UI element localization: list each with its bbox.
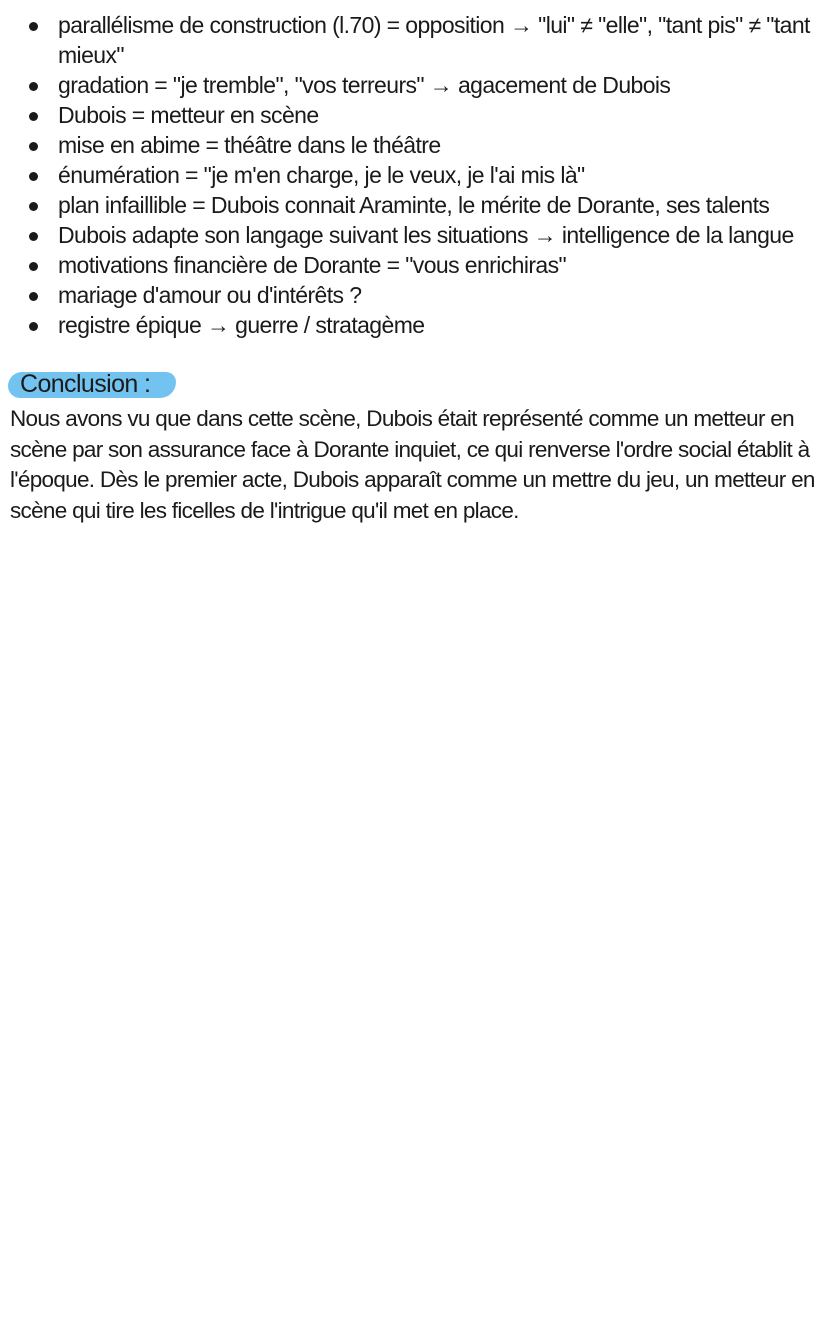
bullet-item: [0, 130, 820, 160]
bullet-dot-icon: [29, 322, 38, 331]
bullet-dot-icon: [29, 232, 38, 241]
bullet-text: Dubois adapte son langage suivant les situations → intelligence de la langue: [58, 222, 794, 248]
bullet-dot-icon: [29, 292, 38, 301]
conclusion-paragraph: Nous avons vu que dans cette scène, Dubois était représenté comme un metteur en scène par son assurance face à Dorante inquiet, ce qui renverse l'ordre social établit à l'époque. Dès le premier acte, Dubois apparaît comme un mettre du jeu, un metteur en scène qui tire les ficelles de l'intrigue qu'il met en place.: [10, 406, 815, 523]
bullet-list: [0, 10, 820, 340]
bullet-item: [0, 100, 820, 130]
bullet-item: [0, 310, 820, 340]
bullet-item: [0, 220, 820, 250]
bullet-item: [0, 280, 820, 310]
bullet-text: parallélisme de construction (l.70) = opposition → "lui" ≠ "elle", "tant pis" ≠ "tant mieux": [58, 12, 810, 68]
bullet-dot-icon: [29, 112, 38, 121]
bullet-text: mariage d'amour ou d'intérêts ?: [58, 282, 362, 308]
bullet-dot-icon: [29, 262, 38, 271]
bullet-text: motivations financière de Dorante = "vous enrichiras": [58, 252, 567, 278]
bullet-dot-icon: [29, 202, 38, 211]
bullet-dot-icon: [29, 22, 38, 31]
bullet-item: [0, 70, 820, 100]
bullet-text: énumération = "je m'en charge, je le veux, je l'ai mis là": [58, 162, 585, 188]
bullet-text: gradation = "je tremble", "vos terreurs" → agacement de Dubois: [58, 72, 671, 98]
bullet-item: [0, 160, 820, 190]
bullet-dot-icon: [29, 172, 38, 181]
bullet-dot-icon: [29, 82, 38, 91]
bullet-item: [0, 190, 820, 220]
bullet-text: mise en abime = théâtre dans le théâtre: [58, 132, 441, 158]
bullet-text: plan infaillible = Dubois connait Araminte, le mérite de Dorante, ses talents: [58, 192, 770, 218]
bullet-text: Dubois = metteur en scène: [58, 102, 319, 128]
conclusion-heading: Conclusion :: [20, 370, 151, 398]
bullet-item: [0, 250, 820, 280]
bullet-item: [0, 10, 820, 70]
conclusion-heading-block: [8, 368, 150, 400]
bullet-text: registre épique → guerre / stratagème: [58, 312, 425, 338]
bullet-dot-icon: [29, 142, 38, 151]
